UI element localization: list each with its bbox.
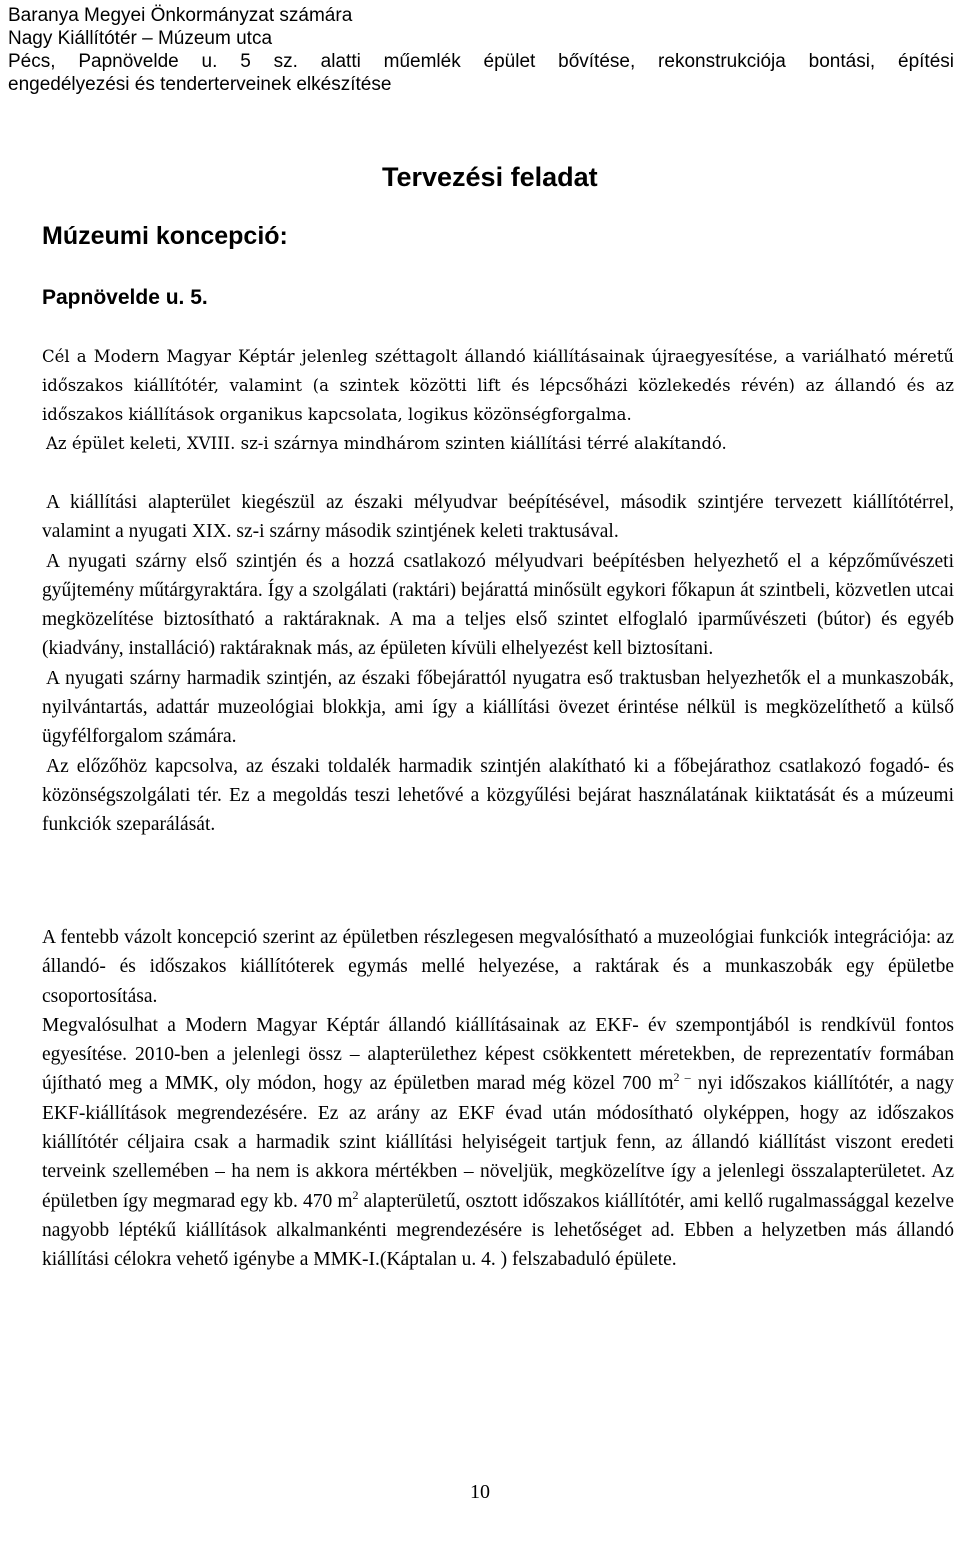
body-main bbox=[42, 488, 954, 840]
paragraph-ekf bbox=[42, 1011, 954, 1275]
superscript-area-1: 2 – bbox=[673, 1070, 691, 1085]
paragraph-offices: A nyugati szárny harmadik szintjén, az északi főbejárattól nyugatra eső traktusban helyezhetők el a munkaszobák, nyilvántartás, adattár muzeológiai blokkja, ami így a kiállítási övezet érintése nélkül is megközelíthető a külső ügyfélforgalom számára. bbox=[42, 667, 954, 748]
header-line-project: Nagy Kiállítótér – Múzeum utca bbox=[8, 28, 273, 49]
body-conclusion bbox=[42, 923, 954, 1275]
body-intro bbox=[42, 342, 954, 458]
header-line-client: Baranya Megyei Önkormányzat számára bbox=[8, 5, 353, 26]
paragraph-storage: A nyugati szárny első szintjén és a hozzá csatlakozó mélyudvari beépítésben helyezhető el a képzőművészeti gyűjtemény műtárgyraktára. Így a szolgálati (raktári) bejárattá minősült egykori főkapun át szintbeli, közvetlen utcai megközelítése biztosítható a raktáraknak. A ma a teljes első szintet elfoglaló iparművészeti (bútor) és egyéb (kiadvány, installáció) raktáraknak más, az épületen kívüli elhelyezést kell biztosítani. bbox=[42, 550, 954, 660]
page-number: 10 bbox=[470, 1481, 490, 1503]
address-heading: Papnövelde u. 5. bbox=[42, 286, 208, 309]
header-line-scope: engedélyezési és tenderterveinek elkészítése bbox=[8, 74, 392, 95]
paragraph-integration: A fentebb vázolt koncepció szerint az épületben részlegesen megvalósítható a muzeológiai funkciók integrációja: az állandó- és időszakos kiállítóterek egymás mellé helyezése, a raktárak és a munkaszobák egy épületbe csoportosítása. bbox=[42, 927, 954, 1007]
superscript-area-2: 2 bbox=[352, 1187, 359, 1202]
task-title: Tervezési feladat bbox=[382, 162, 598, 192]
ekf-text-1: Megvalósulhat a Modern Magyar Képtár állandó kiállításainak az EKF- év szempontjából is rendkívül fontos egyesítése. 2010-ben a jelenlegi össz – alapterülethez képest csökkentett méretekben, de reprezentatív formában újítható meg a MMK, oly módon, hogy az épületben marad még közel 700 m bbox=[42, 1014, 954, 1095]
paragraph-east-wing: Az épület keleti, XVIII. sz-i szárnya mindhárom szinten kiállítási térré alakítandó. bbox=[46, 434, 727, 453]
paragraph-exhibition-area: A kiállítási alapterület kiegészül az északi mélyudvar beépítésével, második szintjére tervezett kiállítótérrel, valamint a nyugati XIX. sz-i szárny második szintjének keleti traktusával. bbox=[42, 492, 954, 543]
paragraph-reception: Az előzőhöz kapcsolva, az északi toldalék harmadik szintjén alakítható ki a főbejárathoz csatlakozó fogadó- és közönségszolgálati tér. Ez a megoldás teszi lehetővé a közgyűlési bejárat használatának kiiktatását és a múzeumi funkciók szeparálását. bbox=[42, 755, 954, 836]
header-line-location: Pécs, Papnövelde u. 5 sz. alatti műemlék épület bővítése, rekonstrukciója bontási, építési bbox=[8, 51, 954, 72]
section-title: Múzeumi koncepció: bbox=[42, 222, 288, 250]
ekf-text-2: nyi időszakos kiállítótér, a nagy EKF-kiállítások megrendezésére. Ez az arány az EKF évad után módosítható olyképpen, hogy az időszakos kiállítótér céljaira csak a harmadik szint kiállítási helyiségeit tartjuk fenn, az állandó kiállítást viszont eredeti terveink szellemében – ha nem is akkora mértékben – növeljük, megközelítve így a jelenlegi összalapterületet. Az épületben így megmarad egy kb. 470 m bbox=[42, 1073, 955, 1212]
document-header bbox=[8, 4, 954, 96]
paragraph-goal: Cél a Modern Magyar Képtár jelenleg széttagolt állandó kiállításainak újraegyesítése, a variálható méretű időszakos kiállítótér, valamint (a szintek közötti lift és lépcsőházi közlekedés révén) az állandó és az időszakos kiállítások organikus kapcsolata, logikus közönségforgalma. bbox=[42, 347, 954, 424]
ekf-text-3: alapterületű, osztott időszakos kiállítótér, ami kellő rugalmassággal kezelve nagyobb léptékű kiállítások alkalmankénti megrendezésére is lehetőséget ad. Ebben a helyzetben más állandó kiállítási célokra vehető igénybe a MMK-I.(Káptalan u. 4. ) felszabaduló épülete. bbox=[42, 1190, 954, 1271]
